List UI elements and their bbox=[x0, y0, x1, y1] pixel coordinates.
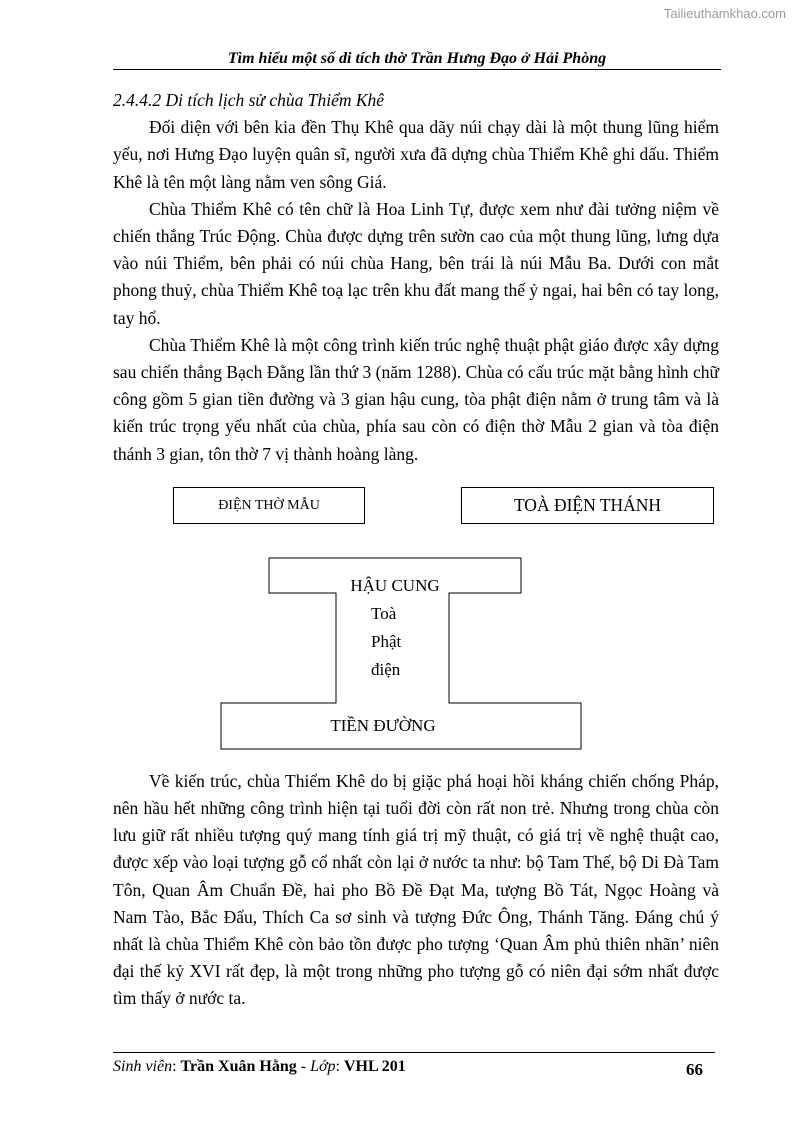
temple-floor-plan-diagram bbox=[113, 468, 719, 768]
class-value: VHL 201 bbox=[343, 1058, 406, 1075]
student-name: Trần Xuân Hằng bbox=[180, 1058, 297, 1075]
page-number: 66 bbox=[686, 1060, 703, 1079]
student-label: Sinh viên bbox=[113, 1058, 173, 1075]
page-content bbox=[113, 87, 719, 1013]
page-footer: Sinh viên: Trần Xuân Hằng - Lớp: VHL 201 66 bbox=[113, 1058, 703, 1079]
paragraph-4: Về kiến trúc, chùa Thiểm Khê do bị giặc phá hoại hồi kháng chiến chống Pháp, nên hầu hết những công trình hiện tại tuổi đời còn rất non trẻ. Nhưng trong chùa còn lưu giữ rất nhiều tượng quý mang tính giá trị mỹ thuật, có giá trị về nghệ thuật cao, được xếp vào loại tượng gỗ cổ nhất còn lại ở nước ta như: bộ Tam Thế, bộ Di Đà Tam Tôn, Quan Âm Chuẩn Đề, hai pho Bồ Đề Đạt Ma, tượng Bồ Tát, Ngọc Hoàng và Nam Tào, Bắc Đẩu, Thích Ca sơ sinh và tượng Đức Ông, Thánh Tăng. Đáng chú ý nhất là chùa Thiểm Khê còn bảo tồn được pho tượng ‘Quan Âm phủ thiên nhãn’ niên đại thế kỷ XVI rất đẹp, là một trong những pho tượng gỗ có niên đại sớm nhất được tìm thấy ở nước ta. bbox=[113, 770, 719, 1009]
section-heading: 2.4.4.2 Di tích lịch sử chùa Thiểm Khê bbox=[113, 90, 385, 110]
running-header-title: Tìm hiểu một số di tích thờ Trần Hưng Đạo ở Hải Phòng bbox=[227, 50, 607, 67]
hau-cung-label: HẬU CUNG bbox=[350, 575, 440, 595]
tien-duong-label: TIỀN ĐƯỜNG bbox=[330, 715, 436, 735]
class-label: Lớp bbox=[310, 1058, 336, 1075]
phat-dien-label-line2: Phật bbox=[371, 631, 402, 651]
footer-rule bbox=[113, 1052, 715, 1053]
phat-dien-label-line1: Toà bbox=[371, 603, 397, 623]
paragraph-3: Chùa Thiểm Khê là một công trình kiến trúc nghệ thuật phật giáo được xây dựng sau chiến thắng Bạch Đằng lần thứ 3 (năm 1288). Chùa có cấu trúc mặt bằng hình chữ công gồm 5 gian tiền đường và 3 gian hậu cung, tòa phật điện nằm ở trung tâm và là kiến trúc trọng yếu nhất của chùa, phía sau còn có điện thờ Mẫu 2 gian và tòa điện thánh 3 gian, tôn thờ 7 vị thành hoàng làng. bbox=[113, 334, 719, 464]
phat-dien-label-line3: điện bbox=[371, 659, 401, 679]
paragraph-1: Đối diện với bên kia đền Thụ Khê qua dãy núi chạy dài là một thung lũng hiểm yếu, nơi Hưng Đạo luyện quân sĩ, người xưa đã dựng chùa Thiểm Khê ghi dấu. Thiểm Khê là tên một làng nằm ven sông Giá. bbox=[113, 117, 719, 192]
header-rule bbox=[113, 69, 721, 70]
paragraph-2: Chùa Thiểm Khê có tên chữ là Hoa Linh Tự, được xem như đài tưởng niệm về chiến thắng Trúc Động. Chùa được dựng trên sườn cao của một thung lũng, lưng dựa vào núi Thiểm, bên phải có núi chùa Hang, bên trái là núi Mẫu Ba. Dưới con mắt phong thuỷ, chùa Thiểm Khê toạ lạc trên khu đất mang thế ỷ ngai, hai bên có tay long, tay hổ. bbox=[113, 198, 719, 328]
watermark: Tailieuthamkhao.com bbox=[663, 6, 786, 21]
toa-dien-thanh-label: TOÀ ĐIỆN THÁNH bbox=[513, 494, 662, 515]
dien-tho-mau-label: ĐIỆN THỜ MẪU bbox=[218, 497, 320, 513]
